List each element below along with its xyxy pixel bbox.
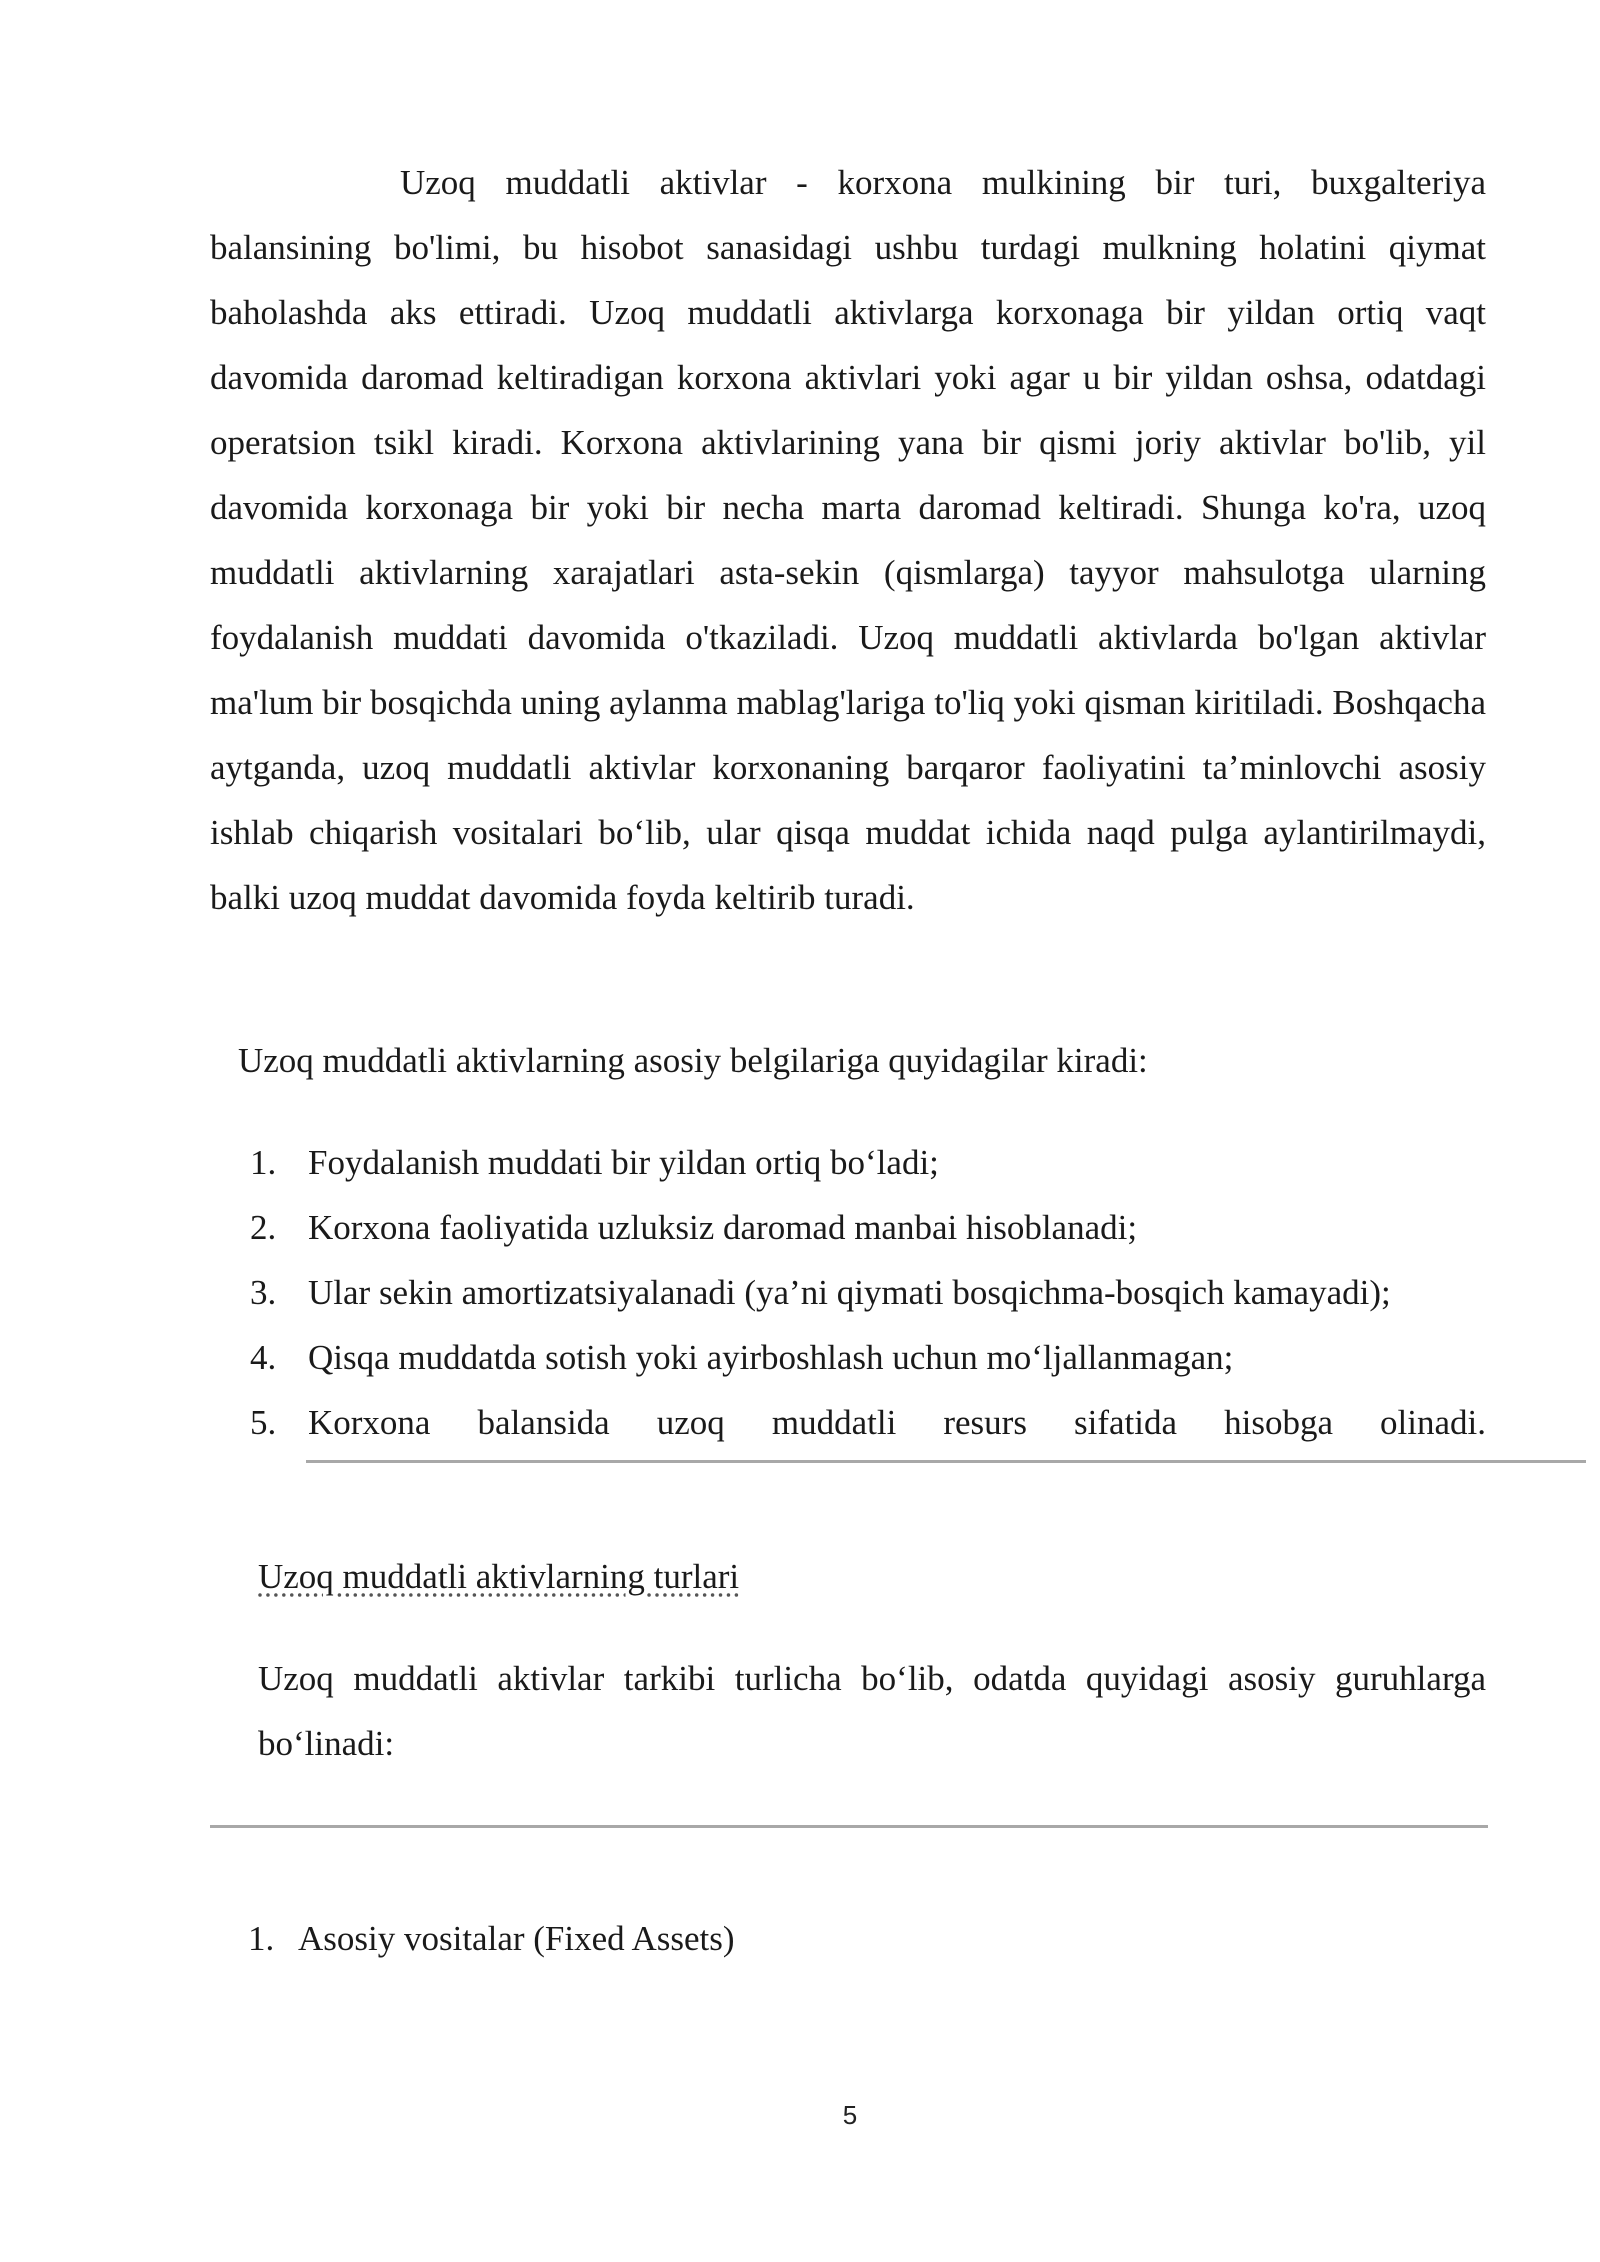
- list-item-text: Asosiy vositalar (Fixed Assets): [298, 1919, 735, 1958]
- list-item: [250, 1260, 1486, 1325]
- list-item-number: 3.: [250, 1273, 277, 1312]
- list-item: [250, 1195, 1486, 1260]
- list-item: [250, 1130, 1486, 1195]
- horizontal-divider: [210, 1825, 1488, 1828]
- list-item-text: Korxona balansida uzoq muddatli resurs sifatida hisobga olinadi.: [308, 1403, 1486, 1442]
- list-item-text: Ular sekin amortizatsiyalanadi (ya’ni qiymati bosqichma-bosqich kamayadi);: [308, 1273, 1391, 1312]
- list-item-text: Foydalanish muddati bir yildan ortiq bo‘ladi;: [308, 1143, 939, 1182]
- features-lead: Uzoq muddatli aktivlarning asosiy belgilariga quyidagilar kiradi:: [238, 1041, 1148, 1080]
- section-heading: Uzoq muddatli aktivlarning turlari: [258, 1557, 740, 1596]
- list-item-text: Qisqa muddatda sotish yoki ayirboshlash uchun mo‘ljallanmagan;: [308, 1338, 1234, 1377]
- features-list: [250, 1130, 1486, 1455]
- list-item-number: 1.: [248, 1919, 275, 1958]
- list-item-number: 5.: [250, 1403, 277, 1442]
- list-item-number: 2.: [250, 1208, 277, 1247]
- types-paragraph: Uzoq muddatli aktivlar tarkibi turlicha bo‘lib, odatda quyidagi asosiy guruhlarga bo‘linadi:: [258, 1659, 1486, 1763]
- list-item-text: Korxona faoliyatida uzluksiz daromad manbai hisoblanadi;: [308, 1208, 1138, 1247]
- page-number: 5: [842, 2100, 858, 2130]
- main-paragraph: Uzoq muddatli aktivlar - korxona mulkining bir turi, buxgalteriya balansining bo'limi, bu hisobot sanasidagi ushbu turdagi mulkning holatini qiymat baholashda aks ettiradi. Uzoq muddatli aktivlarga korxonaga bir yildan ortiq vaqt davomida daromad keltiradigan korxona aktivlari yoki agar u bir yildan oshsa, odatdagi operatsion tsikl kiradi. Korxona aktivlarining yana bir qismi joriy aktivlar bo'lib, yil davomida korxonaga bir yoki bir necha marta daromad keltiradi. Shunga ko'ra, uzoq muddatli aktivlarning xarajatlari asta-sekin (qismlarga) tayyor mahsulotga ularning foydalanish muddati davomida o'tkaziladi. Uzoq muddatli aktivlarda bo'lgan aktivlar ma'lum bir bosqichda uning aylanma mablag'lariga to'liq yoki qisman kiritiladi. Boshqacha aytganda, uzoq muddatli aktivlar korxonaning barqaror faoliyatini ta’minlovchi asosiy ishlab chiqarish vositalari bo‘lib, ular qisqa muddat ichida naqd pulga aylantirilmaydi, balki uzoq muddat davomida foyda keltirib turadi.: [210, 163, 1486, 917]
- list-item-number: 1.: [250, 1143, 277, 1182]
- list-item: [248, 1906, 735, 1971]
- types-list: [248, 1906, 735, 1971]
- list-item: [250, 1325, 1486, 1390]
- list-item-number: 4.: [250, 1338, 277, 1377]
- horizontal-divider: [306, 1460, 1586, 1463]
- list-item: [250, 1390, 1486, 1455]
